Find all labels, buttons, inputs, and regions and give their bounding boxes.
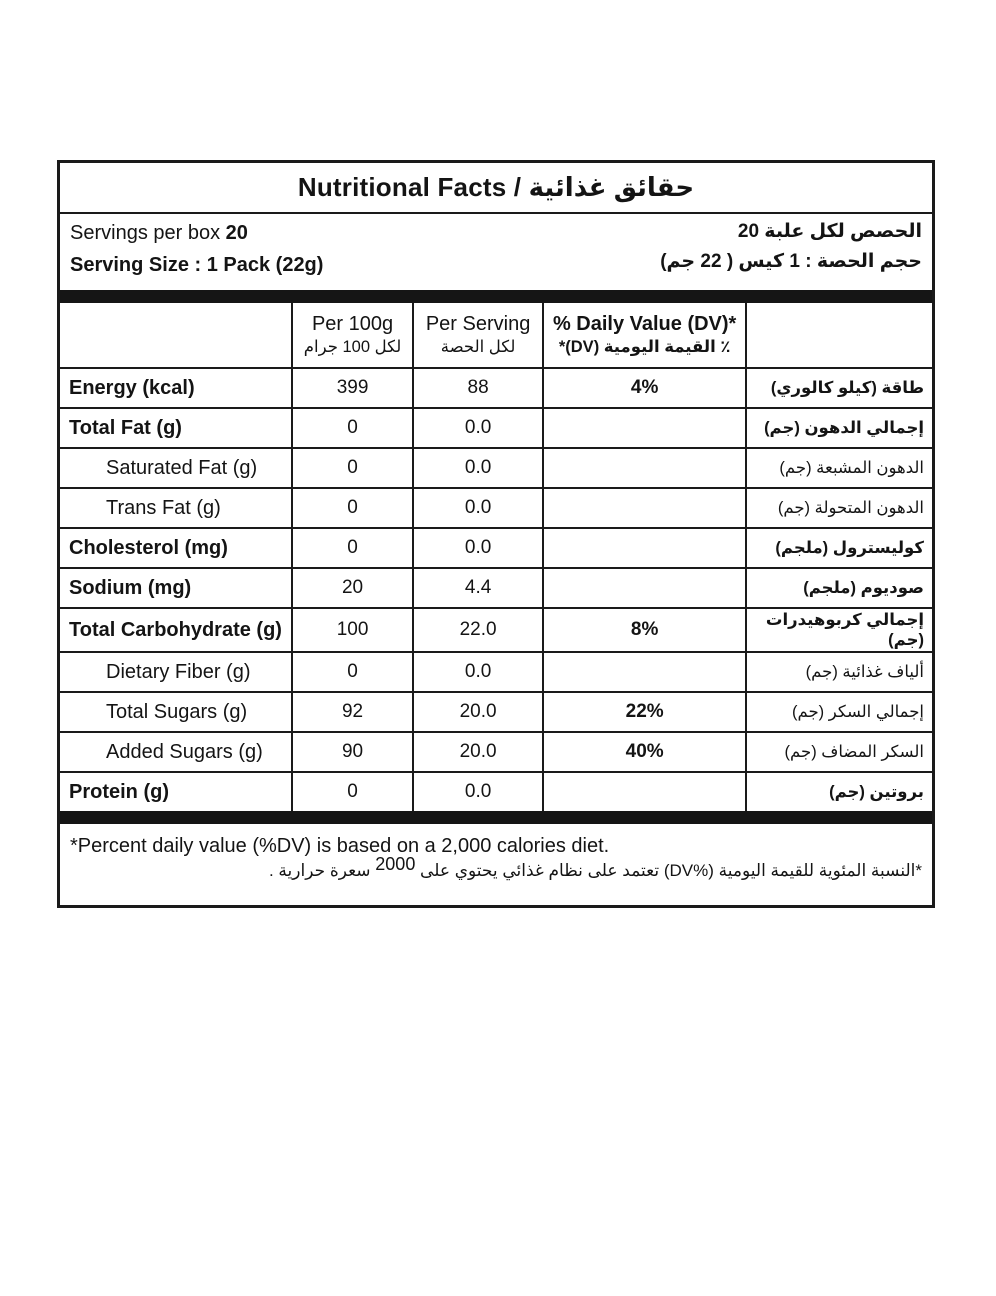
daily-value <box>543 652 746 692</box>
nutrient-name: Protein (g) <box>60 772 292 811</box>
nutrient-name-arabic: الدهون المشبعة (جم) <box>746 448 932 488</box>
table-row-total-fat <box>60 408 932 448</box>
table-row-sodium <box>60 568 932 608</box>
servings-per-box-label: Servings per box <box>70 222 226 244</box>
footnote-arabic-part3: سعرة حرارية . <box>268 861 376 880</box>
table-row-total-carbohydrate <box>60 608 932 652</box>
nutrient-name-arabic: إجمالي الدهون (جم) <box>746 408 932 448</box>
daily-value <box>543 488 746 528</box>
nutrient-name: Total Carbohydrate (g) <box>60 608 292 652</box>
table-row-total-sugars <box>60 692 932 732</box>
nutrient-name: Cholesterol (mg) <box>60 528 292 568</box>
nutrient-name-arabic: إجمالي كربوهيدرات (جم) <box>746 608 932 652</box>
per-serving-value: 88 <box>413 368 543 408</box>
serving-size-line: Serving Size : 1 Pack (22g) <box>70 254 324 276</box>
nutrition-table <box>60 303 932 811</box>
per-serving-value: 22.0 <box>413 608 543 652</box>
nutrient-name-arabic: إجمالي السكر (جم) <box>746 692 932 732</box>
serving-info-section <box>60 214 932 290</box>
nutrition-facts-label <box>57 160 935 908</box>
nutrient-name: Saturated Fat (g) <box>60 448 292 488</box>
table-row-dietary-fiber <box>60 652 932 692</box>
table-row-protein <box>60 772 932 811</box>
header-per-serving-ar: لكل الحصة <box>440 337 516 356</box>
per-100g-value: 0 <box>292 772 413 811</box>
daily-value <box>543 408 746 448</box>
table-row-saturated-fat <box>60 448 932 488</box>
footnote-arabic <box>70 854 922 881</box>
per-serving-value: 20.0 <box>413 692 543 732</box>
nutrient-name-arabic: الدهون المتحولة (جم) <box>746 488 932 528</box>
serving-info-arabic <box>660 220 922 273</box>
nutrient-name-arabic: ألياف غذائية (جم) <box>746 652 932 692</box>
per-100g-value: 0 <box>292 448 413 488</box>
header-empty-arabic-cell <box>746 303 932 368</box>
nutrient-name-arabic: صوديوم (ملجم) <box>746 568 932 608</box>
footnote-arabic-part1: *النسبة المئوية للقيمة اليومية <box>713 861 922 880</box>
nutrient-name-arabic: بروتين (جم) <box>746 772 932 811</box>
per-100g-value: 92 <box>292 692 413 732</box>
per-100g-value: 399 <box>292 368 413 408</box>
header-per-100g <box>292 303 413 368</box>
header-daily-value-en: % Daily Value (DV)* <box>552 312 737 335</box>
column-header-row <box>60 303 932 368</box>
header-per-100g-en: Per 100g <box>311 312 394 335</box>
section-divider-bar-top <box>60 290 932 303</box>
table-row-energy <box>60 368 932 408</box>
per-serving-value: 0.0 <box>413 488 543 528</box>
daily-value <box>543 568 746 608</box>
header-per-serving-en: Per Serving <box>425 312 531 335</box>
daily-value: 4% <box>543 368 746 408</box>
nutrient-name: Added Sugars (g) <box>60 732 292 772</box>
footnote-arabic-part2: تعتمد على نظام غذائي يحتوي على <box>415 861 664 880</box>
nutrient-name: Sodium (mg) <box>60 568 292 608</box>
header-daily-value <box>543 303 746 368</box>
daily-value: 22% <box>543 692 746 732</box>
footnote-arabic-calories-number: 2000 <box>375 854 416 874</box>
label-title-row <box>60 163 932 214</box>
servings-per-box-arabic: الحصص لكل علبة 20 <box>737 221 922 242</box>
nutrient-name: Trans Fat (g) <box>60 488 292 528</box>
per-serving-value: 0.0 <box>413 652 543 692</box>
nutrient-name-arabic: كوليسترول (ملجم) <box>746 528 932 568</box>
per-serving-value: 0.0 <box>413 528 543 568</box>
per-100g-value: 90 <box>292 732 413 772</box>
daily-value: 40% <box>543 732 746 772</box>
servings-per-box-line <box>70 222 323 245</box>
daily-value <box>543 448 746 488</box>
nutrient-name: Total Sugars (g) <box>60 692 292 732</box>
per-100g-value: 0 <box>292 652 413 692</box>
per-100g-value: 0 <box>292 488 413 528</box>
table-row-added-sugars <box>60 732 932 772</box>
per-100g-value: 0 <box>292 408 413 448</box>
footnote-english: *Percent daily value (%DV) is based on a 2,000 calories diet. <box>70 835 610 857</box>
nutrient-name: Energy (kcal) <box>60 368 292 408</box>
nutrient-name-arabic: طاقة (كيلو كالوري) <box>746 368 932 408</box>
header-per-serving <box>413 303 543 368</box>
per-100g-value: 100 <box>292 608 413 652</box>
servings-per-box-value: 20 <box>225 222 248 244</box>
per-serving-value: 0.0 <box>413 772 543 811</box>
table-row-cholesterol <box>60 528 932 568</box>
nutrient-name: Total Fat (g) <box>60 408 292 448</box>
per-serving-value: 20.0 <box>413 732 543 772</box>
header-empty-name-cell <box>60 303 292 368</box>
label-title: Nutritional Facts / حقائق غذائية <box>297 172 695 202</box>
nutrient-name-arabic: السكر المضاف (جم) <box>746 732 932 772</box>
daily-value: 8% <box>543 608 746 652</box>
daily-value <box>543 528 746 568</box>
header-daily-value-ar: ٪ القيمة اليومية (DV)* <box>558 337 731 356</box>
serving-info-english <box>70 222 323 277</box>
header-per-100g-ar: لكل 100 جرام <box>303 337 402 356</box>
footnote-section <box>60 824 932 905</box>
per-100g-value: 0 <box>292 528 413 568</box>
daily-value <box>543 772 746 811</box>
footnote-arabic-dv-token: (DV%) <box>663 861 714 880</box>
nutrient-name: Dietary Fiber (g) <box>60 652 292 692</box>
per-serving-value: 0.0 <box>413 408 543 448</box>
per-serving-value: 0.0 <box>413 448 543 488</box>
per-serving-value: 4.4 <box>413 568 543 608</box>
serving-size-arabic: حجم الحصة : 1 كيس ( 22 جم) <box>660 251 922 272</box>
section-divider-bar-bottom <box>60 811 932 824</box>
table-row-trans-fat <box>60 488 932 528</box>
per-100g-value: 20 <box>292 568 413 608</box>
